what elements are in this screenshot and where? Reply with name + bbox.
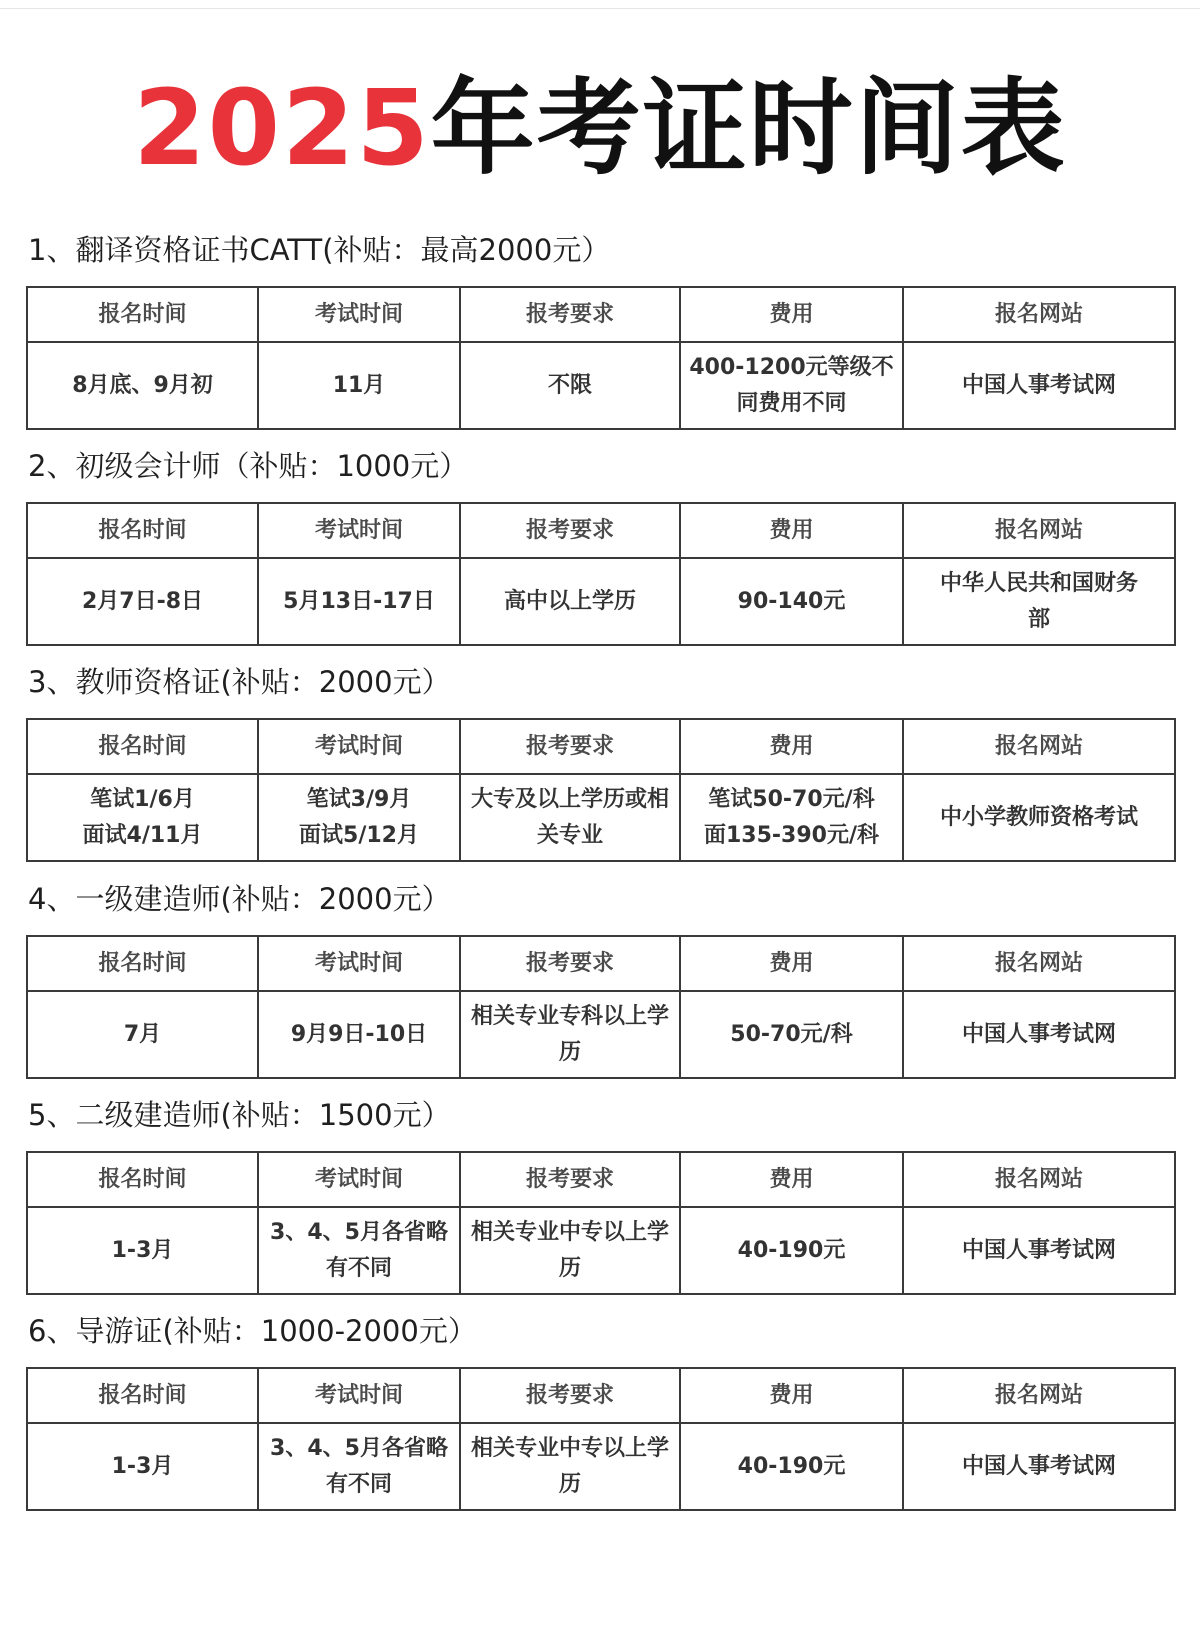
cell-exam-time [258, 774, 460, 861]
cell-text-line: 中华人民共和国财务 [939, 570, 1138, 596]
cell-requirement [460, 1423, 680, 1510]
table-row [27, 774, 1175, 861]
column-header-fee: 费用 [680, 287, 903, 342]
exam-table [26, 286, 1176, 430]
cell-text-line: 同费用不同 [736, 390, 847, 416]
column-header-fee: 费用 [680, 503, 903, 558]
cell-exam-time [258, 1207, 460, 1294]
column-header-exam-time: 考试时间 [258, 503, 460, 558]
cell-fee [680, 1207, 903, 1294]
cell-text-line: 中国人事考试网 [961, 1021, 1116, 1047]
exam-table [26, 502, 1176, 646]
cell-text-line: 7月 [123, 1021, 162, 1047]
section-heading: 1、翻译资格证书CATT(补贴：最高2000元） [28, 233, 611, 267]
cell-signup-time [27, 1423, 258, 1510]
cell-text-line: 相关专业专科以上学 [470, 1003, 669, 1029]
exam-table [26, 935, 1176, 1079]
column-header-requirement: 报考要求 [460, 936, 680, 991]
exam-section [26, 871, 1174, 1079]
cell-website [903, 774, 1175, 861]
cell-text-line: 部 [1027, 606, 1050, 632]
cell-website [903, 342, 1175, 429]
column-header-requirement: 报考要求 [460, 503, 680, 558]
column-header-website: 报名网站 [903, 287, 1175, 342]
cell-signup-time [27, 558, 258, 645]
cell-text-line: 11月 [332, 372, 386, 398]
cell-requirement [460, 1207, 680, 1294]
column-header-signup-time: 报名时间 [27, 936, 258, 991]
column-header-website: 报名网站 [903, 503, 1175, 558]
cell-text-line: 9月9日-10日 [290, 1021, 428, 1047]
cell-fee [680, 342, 903, 429]
cell-website [903, 1207, 1175, 1294]
section-heading: 5、二级建造师(补贴：1500元） [28, 1098, 451, 1132]
cell-exam-time [258, 558, 460, 645]
cell-text-line: 中小学教师资格考试 [939, 804, 1138, 830]
column-header-exam-time: 考试时间 [258, 719, 460, 774]
cell-text-line: 50-70元/科 [730, 1021, 853, 1047]
exam-section [26, 438, 1174, 646]
cell-text-line: 笔试3/9月 [306, 786, 412, 812]
cell-website [903, 558, 1175, 645]
column-header-website: 报名网站 [903, 1152, 1175, 1207]
cell-text-line: 面试4/11月 [82, 822, 203, 848]
cell-text-line: 大专及以上学历或相 [470, 786, 669, 812]
column-header-requirement: 报考要求 [460, 287, 680, 342]
cell-text-line: 笔试1/6月 [90, 786, 195, 812]
column-header-requirement: 报考要求 [460, 719, 680, 774]
cell-text-line: 3、4、5月各省略 [270, 1435, 448, 1461]
table-row [27, 558, 1175, 645]
column-header-fee: 费用 [680, 936, 903, 991]
column-header-exam-time: 考试时间 [258, 287, 460, 342]
cell-text-line: 关专业 [536, 822, 603, 848]
cell-text-line: 历 [558, 1255, 581, 1281]
top-divider [0, 8, 1200, 9]
table-row [27, 342, 1175, 429]
cell-text-line: 相关专业中专以上学 [470, 1435, 669, 1461]
cell-signup-time [27, 1207, 258, 1294]
column-header-fee: 费用 [680, 719, 903, 774]
cell-exam-time [258, 342, 460, 429]
cell-text-line: 面试5/12月 [299, 822, 419, 848]
cell-website [903, 991, 1175, 1078]
column-header-signup-time: 报名时间 [27, 1152, 258, 1207]
cell-fee [680, 774, 903, 861]
cell-fee [680, 1423, 903, 1510]
cell-text-line: 中国人事考试网 [961, 1237, 1116, 1263]
column-header-signup-time: 报名时间 [27, 719, 258, 774]
column-header-exam-time: 考试时间 [258, 1368, 460, 1423]
cell-text-line: 不限 [547, 372, 592, 398]
cell-text-line: 笔试50-70元/科 [708, 786, 875, 812]
cell-signup-time [27, 774, 258, 861]
exam-section [26, 222, 1174, 430]
cell-text-line: 有不同 [325, 1471, 392, 1497]
column-header-website: 报名网站 [903, 1368, 1175, 1423]
exam-section [26, 654, 1174, 862]
column-header-signup-time: 报名时间 [27, 1368, 258, 1423]
cell-requirement [460, 774, 680, 861]
exam-table [26, 1151, 1176, 1295]
cell-requirement [460, 991, 680, 1078]
column-header-website: 报名网站 [903, 719, 1175, 774]
cell-text-line: 高中以上学历 [503, 588, 636, 614]
cell-text-line: 5月13日-17日 [283, 588, 435, 614]
cell-text-line: 有不同 [325, 1255, 392, 1281]
cell-text-line: 8月底、9月初 [72, 372, 213, 398]
cell-text-line: 1-3月 [111, 1237, 174, 1263]
table-header-row [27, 287, 1175, 342]
table-header-row [27, 936, 1175, 991]
cell-fee [680, 558, 903, 645]
page-title [0, 58, 1200, 198]
cell-text-line: 2月7日-8日 [81, 588, 204, 614]
column-header-exam-time: 考试时间 [258, 1152, 460, 1207]
column-header-exam-time: 考试时间 [258, 936, 460, 991]
column-header-requirement: 报考要求 [460, 1368, 680, 1423]
cell-text-line: 3、4、5月各省略 [270, 1219, 448, 1245]
column-header-website: 报名网站 [903, 936, 1175, 991]
title-year: 2025 [133, 67, 431, 189]
section-heading: 3、教师资格证(补贴：2000元） [28, 665, 451, 699]
cell-text-line: 中国人事考试网 [961, 372, 1116, 398]
section-heading: 4、一级建造师(补贴：2000元） [28, 882, 451, 916]
cell-requirement [460, 342, 680, 429]
cell-website [903, 1423, 1175, 1510]
table-header-row [27, 719, 1175, 774]
cell-text-line: 中国人事考试网 [961, 1453, 1116, 1479]
table-header-row [27, 1152, 1175, 1207]
column-header-signup-time: 报名时间 [27, 287, 258, 342]
table-row [27, 991, 1175, 1078]
table-row [27, 1207, 1175, 1294]
section-heading: 2、初级会计师（补贴：1000元） [28, 449, 469, 483]
table-header-row [27, 1368, 1175, 1423]
cell-text-line: 历 [558, 1039, 581, 1065]
exam-table [26, 718, 1176, 862]
cell-text-line: 40-190元 [737, 1453, 846, 1479]
column-header-signup-time: 报名时间 [27, 503, 258, 558]
cell-text-line: 相关专业中专以上学 [470, 1219, 669, 1245]
exam-table [26, 1367, 1176, 1511]
column-header-fee: 费用 [680, 1368, 903, 1423]
cell-text-line: 1-3月 [111, 1453, 174, 1479]
column-header-fee: 费用 [680, 1152, 903, 1207]
table-header-row [27, 503, 1175, 558]
title-text: 年考证时间表 [430, 67, 1067, 189]
exam-section [26, 1087, 1174, 1295]
cell-fee [680, 991, 903, 1078]
exam-section [26, 1303, 1174, 1511]
table-row [27, 1423, 1175, 1510]
cell-text-line: 400-1200元等级不 [689, 354, 894, 380]
cell-text-line: 90-140元 [737, 588, 846, 614]
cell-exam-time [258, 991, 460, 1078]
cell-exam-time [258, 1423, 460, 1510]
cell-text-line: 面135-390元/科 [703, 822, 879, 848]
cell-signup-time [27, 991, 258, 1078]
section-heading: 6、导游证(补贴：1000-2000元） [28, 1314, 477, 1348]
cell-text-line: 40-190元 [737, 1237, 846, 1263]
column-header-requirement: 报考要求 [460, 1152, 680, 1207]
cell-text-line: 历 [558, 1471, 581, 1497]
cell-signup-time [27, 342, 258, 429]
cell-requirement [460, 558, 680, 645]
